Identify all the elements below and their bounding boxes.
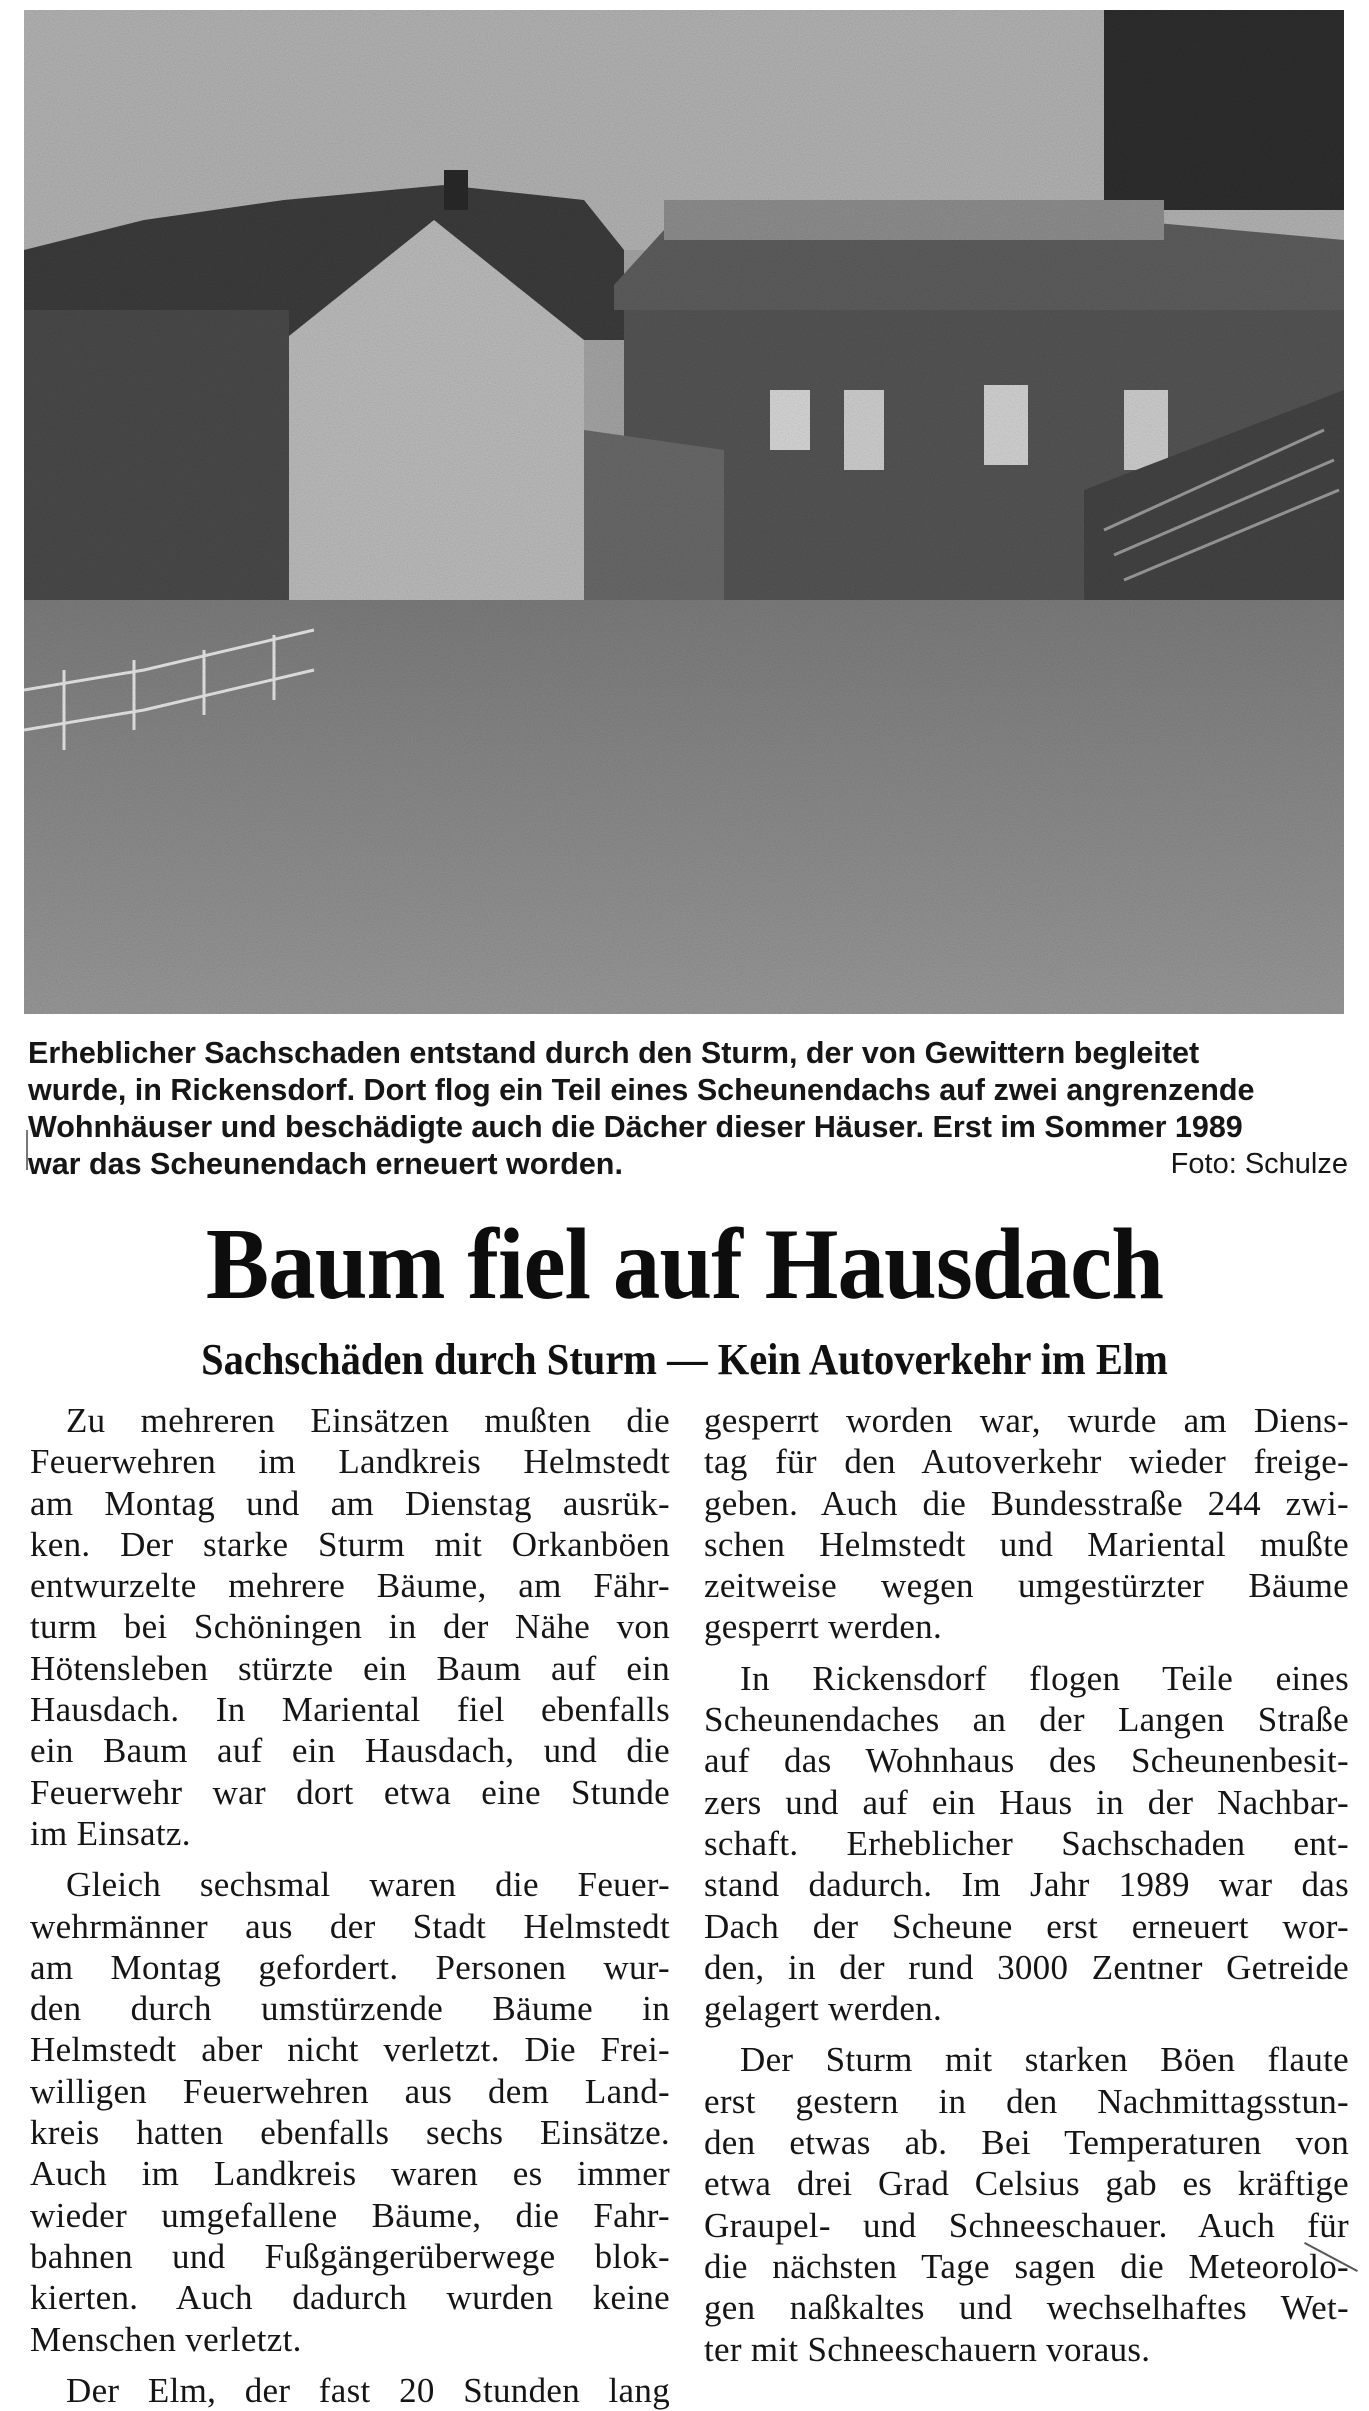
body-text-line: Hötensleben stürzte ein Baum auf ein [30, 1648, 670, 1688]
photo-caption [28, 1035, 1348, 1183]
body-text-line: Hausdach. In Mariental fiel ebenfalls [30, 1690, 670, 1730]
body-text-line: kreis hatten ebenfalls sechs Einsätze. [30, 2113, 670, 2153]
photo-scene [24, 10, 1344, 1014]
body-text-line: schen Helmstedt und Mariental mußte [704, 1524, 1349, 1564]
body-text-line: Scheunendaches an der Langen Straße [704, 1700, 1349, 1740]
body-column-left [30, 1400, 670, 2411]
body-text-line: ken. Der starke Sturm mit Orkanböen [30, 1524, 670, 1564]
body-text-line: Gleich sechsmal waren die Feuer- [66, 1865, 670, 1905]
body-text-line: gen naßkaltes und wechselhaftes Wet- [704, 2288, 1349, 2328]
body-text-line: den, in der rund 3000 Zentner Getreide [704, 1947, 1349, 1987]
body-text-line: am Montag gefordert. Personen wur- [30, 1947, 670, 1987]
caption-line: Erheblicher Sachschaden entstand durch den Sturm, der von Gewittern begleitet [28, 1036, 1200, 1070]
paragraph-gap [704, 2029, 1349, 2039]
body-text-line: Graupel- und Schneeschauer. Auch für [704, 2205, 1349, 2245]
body-text-line: im Einsatz. [30, 1813, 191, 1853]
body-text-line: zeitweise wegen umgestürzter Bäume [704, 1566, 1349, 1606]
body-text-line: gelagert werden. [704, 1989, 943, 2029]
subheadline: Sachschäden durch Sturm — Kein Autoverkehr im Elm [201, 1335, 1168, 1384]
body-text-line: den durch umstürzende Bäume in [30, 1989, 670, 2029]
body-text-line: den etwas ab. Bei Temperaturen von [704, 2123, 1349, 2163]
caption-line: wurde, in Rickensdorf. Dort flog ein Teil eines Scheunendachs auf zwei angrenzende [28, 1073, 1255, 1107]
body-text-line: gesperrt worden war, wurde am Diens- [704, 1401, 1349, 1440]
body-text-line: Der Elm, der fast 20 Stunden lang [66, 2370, 670, 2410]
headline: Baum fiel auf Hausdach [205, 1208, 1164, 1321]
body-text-line: tag für den Autoverkehr wieder freige- [704, 1442, 1349, 1482]
body-text-line: Feuerwehr war dort etwa eine Stunde [30, 1772, 670, 1812]
body-text-line: die nächsten Tage sagen die Meteorolo- [704, 2246, 1349, 2286]
news-photo [24, 10, 1344, 1014]
paragraph-gap [30, 1854, 670, 1864]
body-text-line: zers und auf ein Haus in der Nachbar- [704, 1782, 1349, 1822]
body-text-line: Auch im Landkreis waren es immer [30, 2154, 670, 2194]
paragraph-gap [704, 1648, 1349, 1658]
body-text-line: am Montag und am Dienstag ausrük- [30, 1483, 670, 1523]
caption-line: Wohnhäuser und beschädigte auch die Dächer dieser Häuser. Erst im Sommer 1989 [28, 1110, 1243, 1144]
body-column-right [704, 1400, 1349, 2370]
body-text-line: kierten. Auch dadurch wurden keine [30, 2278, 670, 2318]
body-text-line: schaft. Erheblicher Sachschaden ent- [704, 1823, 1349, 1863]
body-text-line: Feuerwehren im Landkreis Helmstedt [30, 1442, 670, 1482]
body-text-line: Zu mehreren Einsätzen mußten die [66, 1401, 670, 1440]
body-text-line: Menschen verletzt. [30, 2319, 302, 2359]
body-text-line: Dach der Scheune erst erneuert wor- [704, 1906, 1349, 1946]
body-text-line: auf das Wohnhaus des Scheunenbesit- [704, 1741, 1349, 1781]
body-text-line: erst gestern in den Nachmittagsstun- [704, 2081, 1349, 2121]
caption-line: war das Scheunendach erneuert worden. [28, 1147, 623, 1181]
body-text-line: etwa drei Grad Celsius gab es kräftige [704, 2164, 1349, 2204]
body-text-line: willigen Feuerwehren aus dem Land- [30, 2071, 670, 2111]
photo-credit: Foto: Schulze [1170, 1148, 1348, 1180]
body-text-line: wehrmänner aus der Stadt Helmstedt [30, 1906, 670, 1946]
body-text-line: ein Baum auf ein Hausdach, und die [30, 1731, 670, 1771]
body-text-line: wieder umgefallene Bäume, die Fahr- [30, 2195, 670, 2235]
body-text-line: Der Sturm mit starken Böen flaute [740, 2040, 1349, 2080]
paragraph-gap [30, 2360, 670, 2370]
body-text-line: Helmstedt aber nicht verletzt. Die Frei- [30, 2030, 670, 2070]
body-text-line: gesperrt werden. [704, 1607, 943, 1647]
body-text-line: stand dadurch. Im Jahr 1989 war das [704, 1865, 1349, 1905]
body-text-line: geben. Auch die Bundesstraße 244 zwi- [704, 1483, 1349, 1523]
body-text-line: turm bei Schöningen in der Nähe von [30, 1607, 670, 1647]
body-text-line: ter mit Schneeschauern voraus. [704, 2329, 1151, 2369]
body-text-line: In Rickensdorf flogen Teile eines [740, 1658, 1349, 1698]
body-text-line: bahnen und Fußgängerüberwege blok- [30, 2236, 670, 2276]
body-text-line: entwurzelte mehrere Bäume, am Fähr- [30, 1566, 670, 1606]
